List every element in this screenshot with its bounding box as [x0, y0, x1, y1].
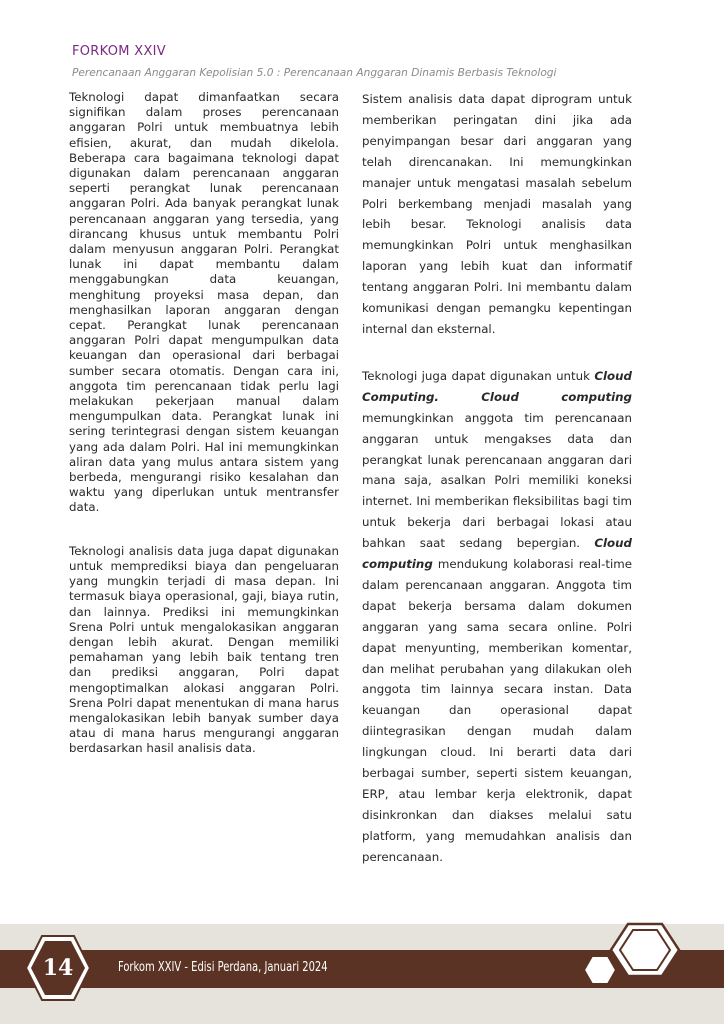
- right-paragraph-2-text-c: mendukung kolaborasi real-time dalam perencanaan anggaran. Anggota tim dapat bekerja bersama dalam dokumen anggaran yang sama secara online. Polri dapat menyunting, memberikan komentar, dan melihat perubahan yang dilakukan oleh anggota tim lainnya secara instan. Data keuangan dan operasional dapat diintegrasikan dengan mudah dalam lingkungan cloud. Ini berarti data dari berbagai sumber, seperti sistem keuangan, ERP, atau lembar kerja elektronik, dapat disinkronkan dan diakses melalui satu platform, yang memudahkan analisis dan perencanaan.: [362, 557, 632, 864]
- left-paragraph-2: Teknologi analisis data juga dapat digunakan untuk memprediksi biaya dan pengeluaran yang mungkin terjadi di masa depan. Ini termasuk biaya operasional, gaji, biaya rutin, dan lainnya. Prediksi ini memungkinkan Srena Polri untuk mengalokasikan anggaran dengan lebih akurat. Dengan memiliki pemahaman yang lebih baik tentang tren dan prediksi anggaran, Polri dapat mengoptimalkan alokasi anggaran Polri. Srena Polri dapat menentukan di mana harus mengalokasikan lebih banyak sumber daya atau di mana harus mengurangi anggaran berdasarkan hasil analisis data.: [69, 543, 339, 756]
- hexagon-decoration-icon: [580, 918, 700, 990]
- right-paragraph-2: [362, 366, 632, 868]
- magazine-title: FORKOM XXIV: [72, 44, 166, 59]
- cloud-computing-emphasis-2: Cloud computing: [362, 536, 632, 572]
- right-column: [362, 89, 632, 868]
- left-paragraph-1: Teknologi dapat dimanfaatkan secara signifikan dalam proses perencanaan anggaran Polri untuk membuatnya lebih efisien, akurat, dan mudah dikelola. Beberapa cara bagaimana teknologi dapat digunakan dalam perencanaan anggaran seperti perangkat lunak perencanaan anggaran Polri. Ada banyak perangkat lunak perencanaan anggaran yang tersedia, yang dirancang khusus untuk membantu Polri dalam menyusun anggaran Polri. Perangkat lunak ini dapat membantu dalam menggabungkan data keuangan, menghitung proyeksi masa depan, dan menghasilkan laporan anggaran dengan cepat. Perangkat lunak perencanaan anggaran Polri dapat mengumpulkan data keuangan dan operasional dari berbagai sumber secara otomatis. Dengan cara ini, anggota tim perencanaan tidak perlu lagi melakukan pekerjaan manual dalam mengumpulkan data. Perangkat lunak ini sering terintegrasi dengan sistem keuangan yang ada dalam Polri. Hal ini memungkinkan aliran data yang mulus antara sistem yang berbeda, mengurangi risiko kesalahan dan waktu yang diperlukan untuk mentransfer data.: [69, 90, 339, 515]
- article-subtitle: Perencanaan Anggaran Kepolisian 5.0 : Perencanaan Anggaran Dinamis Berbasis Teknologi: [72, 67, 557, 79]
- page-number: 14: [42, 955, 74, 981]
- footer-edition-text: Forkom XXIV - Edisi Perdana, Januari 2024: [118, 959, 328, 975]
- left-column: [69, 90, 339, 757]
- right-paragraph-2-text-a: Teknologi juga dapat digunakan untuk: [362, 368, 595, 383]
- right-paragraph-1: Sistem analisis data dapat diprogram untuk memberikan peringatan dini jika ada penyimpangan besar dari anggaran yang telah direncanakan. Ini memungkinkan manajer untuk mengatasi masalah sebelum Polri berkembang menjadi masalah yang lebih besar. Teknologi analisis data memungkinkan Polri untuk menghasilkan laporan yang lebih kuat dan informatif tentang anggaran Polri. Ini membantu dalam komunikasi dengan pemangku kepentingan internal dan eksternal.: [362, 92, 632, 336]
- right-paragraph-2-text-b: memungkinkan anggota tim perencanaan anggaran untuk mengakses data dan perangkat lunak perencanaan anggaran dari mana saja, asalkan Polri memiliki koneksi internet. Ini memberikan fleksibilitas bagi tim untuk bekerja dari berbagai lokasi atau bahkan saat sedang bepergian.: [362, 410, 632, 551]
- cloud-computing-emphasis-1: Cloud Computing. Cloud computing: [362, 368, 632, 404]
